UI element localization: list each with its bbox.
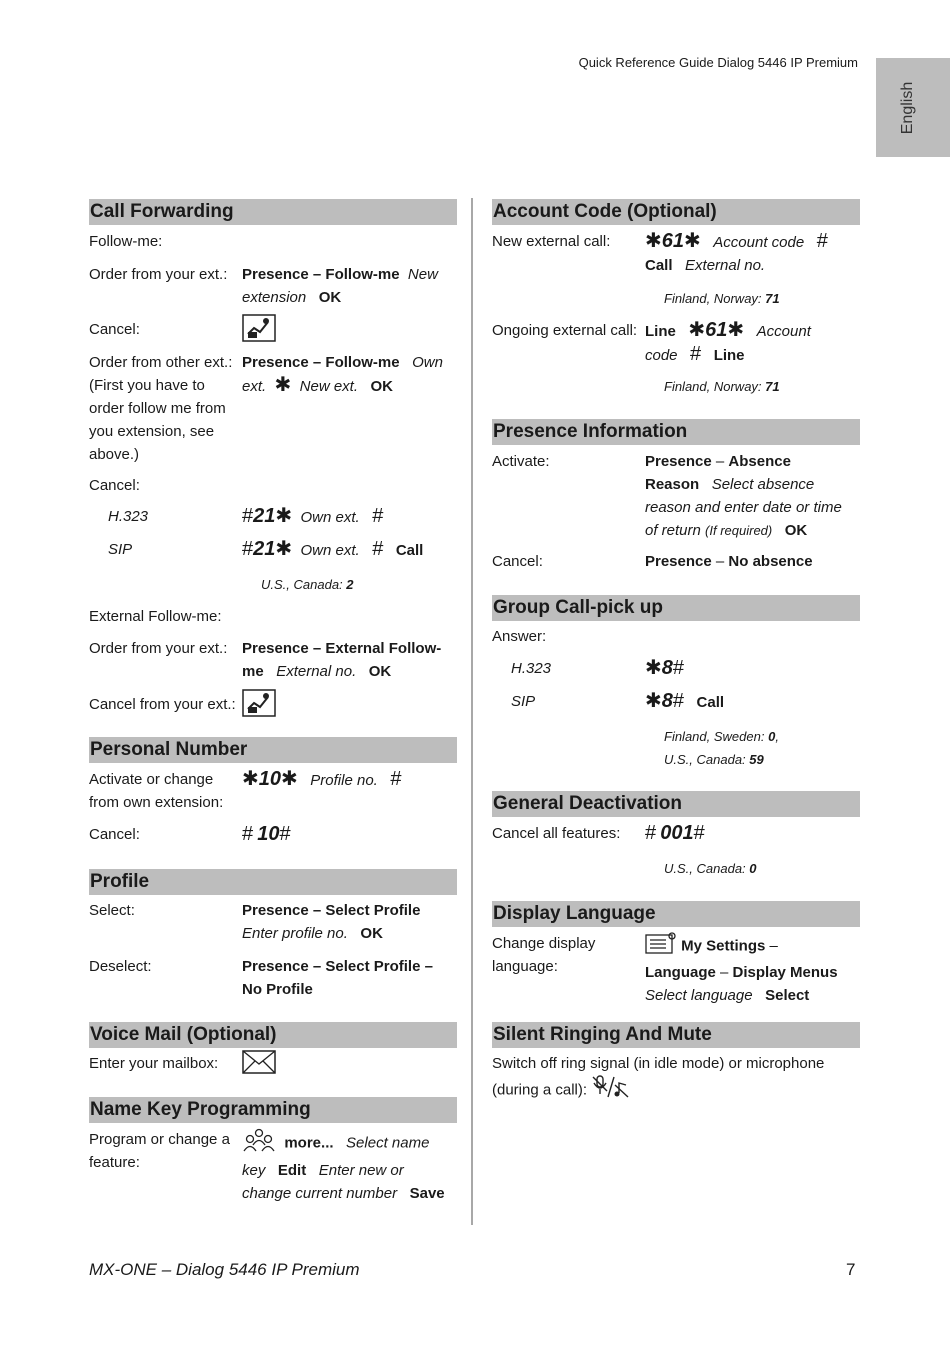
display-language-section (492, 901, 860, 1006)
h323-label: H.323 (511, 660, 552, 677)
personal-number-section (89, 737, 457, 852)
select-instruction: Presence – Select Profile Enter profile no. OK (242, 902, 421, 942)
section-title: Account Code (Optional) (492, 199, 860, 225)
sip-label: SIP (108, 541, 133, 558)
group-call-pickup-section (492, 595, 860, 775)
sip-code: ✱8# Call (645, 690, 725, 712)
mute-icon (591, 1075, 631, 1106)
sip-label: SIP (511, 693, 536, 710)
canada-note: U.S., Canada: 2 (261, 577, 354, 592)
section-title: Personal Number (89, 737, 457, 763)
mailbox-label: Enter your mailbox: (89, 1055, 219, 1072)
other-ext-label: Order from other ext.: (First you have to order follow me from you extension, see above.) (89, 354, 233, 463)
order-instruction: Presence – Follow-me New extension OK (242, 266, 438, 306)
cancel-from-label: Cancel from your ext.: (89, 696, 236, 713)
cancel-label: Cancel: (89, 826, 140, 843)
cancel-label: Cancel: (89, 477, 140, 494)
section-title: Call Forwarding (89, 199, 457, 225)
settings-menu-icon (645, 932, 677, 961)
new-call-instruction: ✱61✱ Account code # Call External no. (645, 230, 828, 274)
account-code-section (492, 199, 860, 399)
profile-section (89, 869, 457, 1004)
ongoing-call-instruction: Line ✱61✱ Account code # Line (645, 319, 811, 365)
other-ext-instruction: Presence – Follow-me Own ext. ✱ New ext. OK (242, 354, 443, 396)
h323-code: ✱8# (645, 657, 685, 679)
external-order-instruction: Presence – External Follow- me External no. OK (242, 640, 442, 680)
envelope-icon (242, 1050, 457, 1081)
section-title: Group Call-pick up (492, 595, 860, 621)
section-title: General Deactivation (492, 791, 860, 817)
activate-label: Activate: (492, 453, 550, 470)
cancel-code: # 10# (242, 823, 291, 845)
section-title: Voice Mail (Optional) (89, 1022, 457, 1048)
change-language-instruction: My Settings – Language – Display Menus Select language Select (645, 932, 860, 1007)
region-note: Finland, Sweden: 0, U.S., Canada: 59 (664, 729, 779, 767)
cancel-all-label: Cancel all features: (492, 825, 621, 842)
order-label: Order from your ext.: (89, 266, 228, 283)
guide-title: Quick Reference Guide Dialog 5446 IP Premium (578, 55, 858, 70)
activate-label: Activate or change from own extension: (89, 771, 224, 811)
footer-product: MX-ONE – Dialog 5446 IP Premium (89, 1260, 360, 1279)
section-title: Name Key Programming (89, 1097, 457, 1123)
canada-note: U.S., Canada: 0 (664, 861, 757, 876)
cancel-all-code: # 001# (645, 822, 705, 844)
activate-instruction: Presence – Absence Reason Select absence reason and enter date or time of return (If required) OK (645, 453, 842, 539)
h323-cancel-code: #21✱ Own ext. # (242, 505, 384, 527)
cancel-forwarding-key-icon (242, 689, 457, 724)
contacts-icon (242, 1128, 276, 1159)
voice-mail-section (89, 1022, 457, 1082)
page-number: 7 (846, 1260, 856, 1279)
section-title: Silent Ringing And Mute (492, 1022, 860, 1048)
h323-label: H.323 (108, 508, 149, 525)
program-label: Program or change a feature: (89, 1131, 230, 1171)
cancel-forwarding-key-icon (242, 314, 457, 349)
external-follow-me-label: External Follow-me: (89, 608, 222, 625)
section-title: Profile (89, 869, 457, 895)
finland-note: Finland, Norway: 71 (664, 379, 780, 394)
sip-cancel-code: #21✱ Own ext. # Call (242, 538, 424, 560)
presence-information-section (492, 419, 860, 579)
activate-code: ✱10✱ Profile no. # (242, 768, 402, 790)
cancel-label: Cancel: (492, 553, 543, 570)
call-forwarding-section (89, 199, 457, 724)
column-divider (471, 198, 473, 1225)
external-order-label: Order from your ext.: (89, 640, 228, 657)
star-key-icon: ✱ (274, 374, 292, 396)
finland-note: Finland, Norway: 71 (664, 291, 780, 306)
silent-ringing-text: Switch off ring signal (in idle mode) or microphone (during a call): (492, 1052, 824, 1106)
cancel-instruction: Presence – No absence (645, 553, 813, 570)
language-tab-label: English (899, 81, 916, 135)
program-instruction: more... Select name key Edit Enter new or change current number Save (242, 1128, 457, 1205)
section-title: Presence Information (492, 419, 860, 445)
name-key-programming-section (89, 1097, 457, 1202)
general-deactivation-section (492, 791, 860, 886)
cancel-label: Cancel: (89, 321, 140, 338)
silent-ringing-section (492, 1022, 860, 1102)
deselect-label: Deselect: (89, 958, 152, 975)
deselect-instruction: Presence – Select Profile – No Profile (242, 958, 433, 998)
answer-label: Answer: (492, 628, 547, 645)
follow-me-label: Follow-me: (89, 233, 163, 250)
change-language-label: Change display language: (492, 935, 596, 975)
select-label: Select: (89, 902, 135, 919)
section-title: Display Language (492, 901, 860, 927)
language-tab (876, 58, 950, 157)
ongoing-call-label: Ongoing external call: (492, 322, 638, 339)
new-call-label: New external call: (492, 233, 611, 250)
